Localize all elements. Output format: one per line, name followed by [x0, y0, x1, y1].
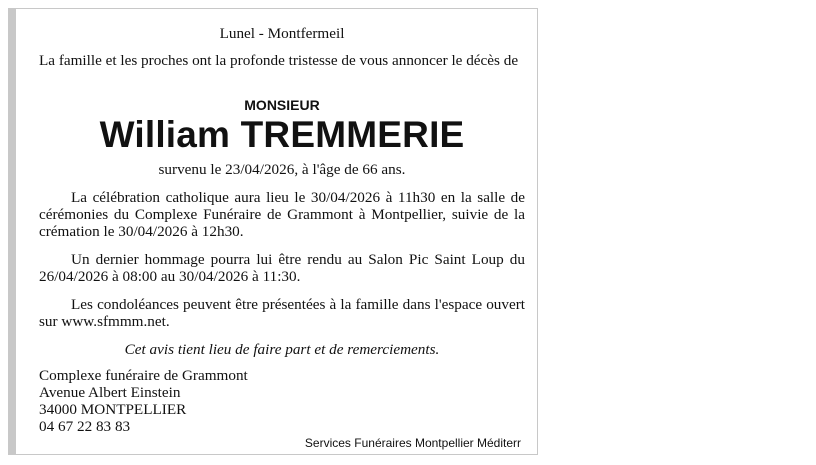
intro-text: La famille et les proches ont la profonde tristesse de vous annoncer le décès de — [39, 52, 519, 69]
provider-footer: Services Funéraires Montpellier Méditerr — [304, 436, 521, 450]
address-line-3: 34000 MONTPELLIER — [39, 401, 187, 418]
location-heading: Lunel - Montfermeil — [219, 25, 345, 42]
deceased-name: William TREMMERIE — [99, 114, 465, 155]
address-line-1: Complexe funéraire de Grammont — [39, 367, 248, 384]
funeral-home-address — [39, 367, 248, 435]
closing-line: Cet avis tient lieu de faire part et de remerciements. — [124, 341, 440, 358]
tribute-paragraph: Un dernier hommage pourra lui être rendu au Salon Pic Saint Loup du 26/04/2026 à 08:00 au 30/04/2026 à 11:30. — [39, 251, 525, 285]
condolences-paragraph: Les condoléances peuvent être présentées à la famille dans l'espace ouvert sur www.sfmmm.net. — [39, 296, 525, 330]
address-phone: 04 67 22 83 83 — [39, 418, 131, 435]
ceremony-paragraph: La célébration catholique aura lieu le 30/04/2026 à 11h30 en la salle de cérémonies du Complexe Funéraire de Grammont à Montpellier, suivie de la crémation le 30/04/2026 à 12h30. — [39, 189, 525, 240]
obituary-notice — [8, 8, 538, 455]
civility-title: MONSIEUR — [244, 97, 320, 113]
address-line-2: Avenue Albert Einstein — [39, 384, 181, 401]
deceased-date-age: survenu le 23/04/2026, à l'âge de 66 ans. — [158, 161, 406, 178]
